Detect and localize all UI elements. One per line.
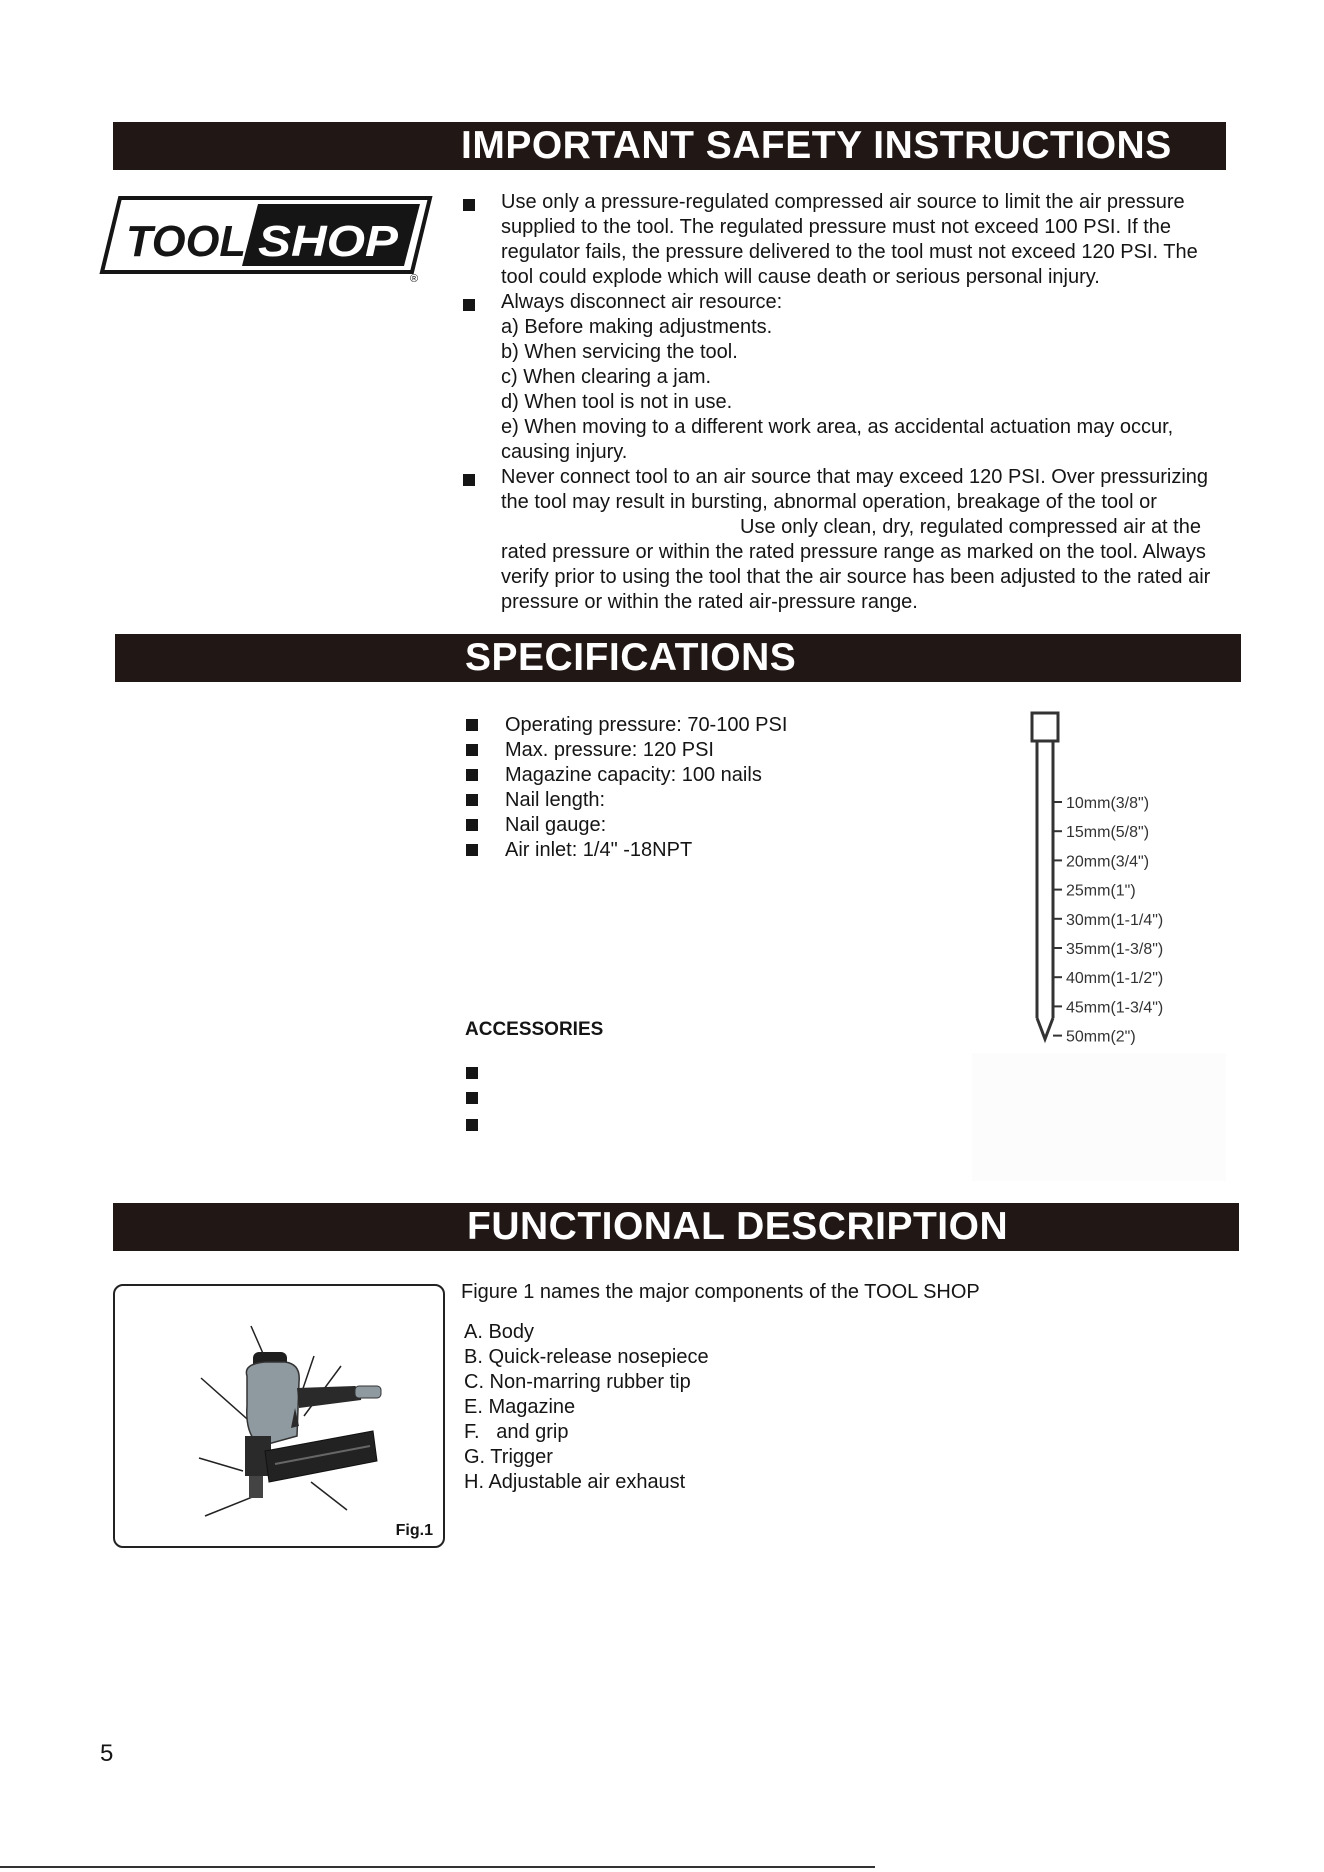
accessories-image-placeholder [972, 1053, 1226, 1181]
safety-bullet3-line5: verify prior to using the tool that the air source has been adjusted to the rated air [501, 566, 1211, 588]
safety-sub-item-e: e) When moving to a different work area, as accidental actuation may occur, [501, 416, 1174, 438]
functional-intro: Figure 1 names the major components of the TOOL SHOP [461, 1281, 980, 1303]
svg-text:TOOL: TOOL [126, 217, 246, 266]
bullet-square [466, 744, 478, 756]
page-number: 5 [100, 1740, 114, 1767]
bullet-square [466, 819, 478, 831]
spec-item-max-pressure: Max. pressure: 120 PSI [505, 739, 714, 761]
accessory-bullet [466, 1092, 478, 1104]
spec-item-nail-gauge: Nail gauge: [505, 814, 607, 836]
safety-bullet3-line1: Never connect tool to an air source that may exceed 120 PSI. Over pressurizing [501, 466, 1209, 488]
component-h: H. Adjustable air exhaust [464, 1471, 686, 1493]
safety-bullet3-line6: pressure or within the rated air-pressure range. [501, 591, 918, 613]
functional-heading: FUNCTIONAL DESCRIPTION [467, 1205, 1009, 1248]
figure-caption: Fig.1 [395, 1522, 433, 1539]
specifications-banner [115, 634, 1241, 682]
nail-gun-illustration [115, 1286, 443, 1546]
safety-bullet1-line1: Use only a pressure-regulated compressed air source to limit the air pressure [501, 191, 1185, 213]
component-a: A. Body [464, 1321, 535, 1343]
bullet-square [463, 199, 475, 211]
safety-sub-item-b: b) When servicing the tool. [501, 341, 738, 363]
svg-text:SHOP: SHOP [258, 217, 399, 266]
safety-heading: IMPORTANT SAFETY INSTRUCTIONS [461, 124, 1172, 167]
bullet-square [466, 719, 478, 731]
nail-length-label: 10mm(3/8") [1066, 795, 1150, 812]
safety-bullet1-line4: tool could explode which will cause death or serious personal injury. [501, 266, 1100, 288]
component-c: C. Non-marring rubber tip [464, 1371, 691, 1393]
spec-item-air-inlet: Air inlet: 1/4" -18NPT [505, 839, 693, 861]
tool-shop-logo [98, 194, 438, 284]
accessories-heading: ACCESSORIES [465, 1019, 604, 1040]
nail-length-label: 30mm(1-1/4") [1066, 911, 1164, 929]
specifications-heading: SPECIFICATIONS [465, 636, 797, 679]
bullet-square [463, 299, 475, 311]
safety-sub-item-d: d) When tool is not in use. [501, 391, 733, 413]
accessory-bullet [466, 1119, 478, 1131]
figure-1-box [113, 1284, 445, 1548]
bullet-square [466, 844, 478, 856]
safety-bullet2: Always disconnect air resource: [501, 291, 783, 313]
safety-bullet3-line3: Use only clean, dry, regulated compressed air at the [740, 516, 1201, 538]
safety-sub-item-c: c) When clearing a jam. [501, 366, 712, 388]
component-g: G. Trigger [464, 1446, 553, 1468]
nail-length-label: 40mm(1-1/2") [1066, 970, 1164, 988]
bottom-rule [0, 1866, 875, 1868]
component-b: B. Quick-release nosepiece [464, 1346, 709, 1368]
bullet-square [466, 794, 478, 806]
nail-length-label: 20mm(3/4") [1066, 853, 1150, 871]
nail-length-label: 45mm(1-3/4") [1066, 999, 1164, 1017]
nail-length-label: 50mm(2") [1066, 1028, 1136, 1045]
safety-sub-item-a: a) Before making adjustments. [501, 316, 773, 338]
nail-length-label: 35mm(1-3/8") [1066, 941, 1164, 958]
safety-bullet1-line3: regulator fails, the pressure delivered to the tool must not exceed 120 PSI. The [501, 241, 1198, 263]
bullet-square [466, 769, 478, 781]
spec-item-nail-length: Nail length: [505, 789, 606, 811]
nail-length-label: 15mm(5/8") [1066, 824, 1150, 842]
safety-bullet3-line2: the tool may result in bursting, abnormal operation, breakage of the tool or [501, 491, 1157, 513]
nail-length-scale-diagram [1020, 705, 1220, 1045]
safety-banner [113, 122, 1226, 170]
functional-banner [113, 1203, 1239, 1251]
accessory-bullet [466, 1067, 478, 1079]
component-f: F. and grip [464, 1421, 569, 1443]
safety-sub-item-e-cont: causing injury. [501, 441, 628, 463]
svg-text:®: ® [410, 273, 419, 284]
component-e: E. Magazine [464, 1396, 576, 1418]
bullet-square [463, 474, 475, 486]
safety-bullet3-line4: rated pressure or within the rated pressure range as marked on the tool. Always [501, 541, 1206, 563]
spec-item-magazine-capacity: Magazine capacity: 100 nails [505, 764, 762, 786]
nail-length-label: 25mm(1") [1066, 882, 1136, 900]
spec-item-operating-pressure: Operating pressure: 70-100 PSI [505, 714, 788, 736]
safety-bullet1-line2: supplied to the tool. The regulated pressure must not exceed 100 PSI. If the [501, 216, 1172, 238]
